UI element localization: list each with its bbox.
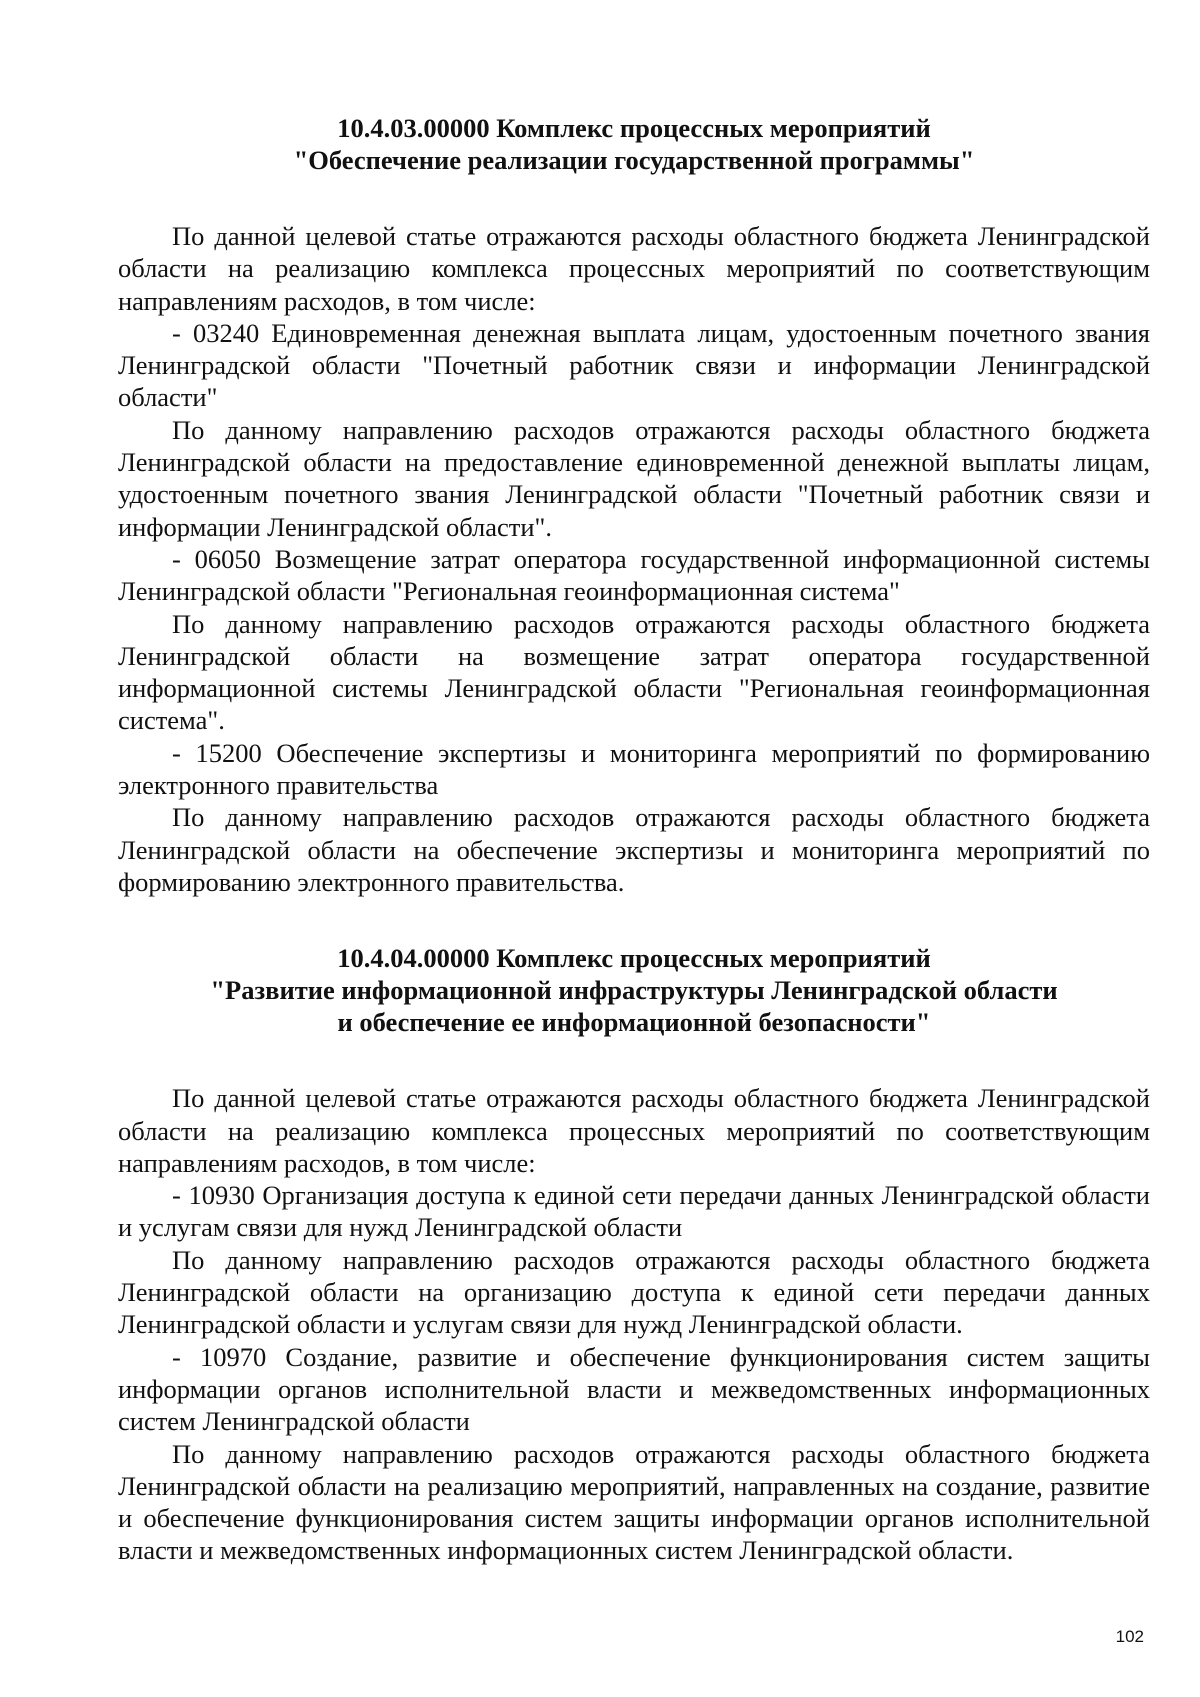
section-10-4-04 (118, 942, 1150, 1566)
heading-line: 10.4.04.00000 Комплекс процессных мероприятий (337, 943, 931, 974)
expense-item: - 15200 Обеспечение экспертизы и мониторинга мероприятий по формированию электронного правительства (118, 737, 1150, 801)
expense-item: - 10930 Организация доступа к единой сети передачи данных Ленинградской области и услугам связи для нужд Ленинградской области (118, 1180, 1150, 1243)
expense-item: - 06050 Возмещение затрат оператора государственной информационной системы Ленинградской области "Региональная геоинформационная система" (118, 543, 1150, 607)
expense-item: - 03240 Единовременная денежная выплата лицам, удостоенным почетного звания Ленинградской области "Почетный работник связи и информации Ленинградской области" (118, 317, 1150, 413)
section-heading (118, 942, 1150, 1038)
body-paragraph: По данному направлению расходов отражаются расходы областного бюджета Ленинградской области на реализацию мероприятий, направленных на создание, развитие и обеспечение функционирования систем защиты информации органов исполнительной власти и межведомственных информационных систем Ленинградской области. (118, 1438, 1150, 1566)
body-paragraph: По данному направлению расходов отражаются расходы областного бюджета Ленинградской области на организацию доступа к единой сети передачи данных Ленинградской области и услугам связи для нужд Ленинградской области. (118, 1244, 1150, 1340)
heading-line: и обеспечение ее информационной безопасности" (337, 1007, 931, 1038)
body-paragraph: По данной целевой статье отражаются расходы областного бюджета Ленинградской области на реализацию комплекса процессных мероприятий по соответствующим направлениям расходов, в том числе: (118, 1083, 1150, 1178)
heading-line: "Развитие информационной инфраструктуры Ленинградской области (210, 975, 1058, 1006)
body-paragraph: По данной целевой статье отражаются расходы областного бюджета Ленинградской области на реализацию комплекса процессных мероприятий по соответствующим направлениям расходов, в том числе: (118, 221, 1150, 316)
page-number: 102 (1115, 1627, 1144, 1646)
section-10-4-03 (118, 112, 1150, 898)
expense-item: - 10970 Создание, развитие и обеспечение функционирования систем защиты информации органов исполнительной власти и межведомственных информационных систем Ленинградской области (118, 1341, 1150, 1437)
body-paragraph: По данному направлению расходов отражаются расходы областного бюджета Ленинградской области на возмещение затрат оператора государственной информационной системы Ленинградской области "Региональная геоинформационная система". (118, 608, 1150, 736)
body-paragraph: По данному направлению расходов отражаются расходы областного бюджета Ленинградской области на обеспечение экспертизы и мониторинга мероприятий по формированию электронного правительства. (118, 802, 1150, 897)
heading-line: "Обеспечение реализации государственной программы" (293, 145, 975, 175)
body-paragraph: По данному направлению расходов отражаются расходы областного бюджета Ленинградской области на предоставление единовременной денежной выплаты лицам, удостоенным почетного звания Ленинградской области "Почетный работник связи и информации Ленинградской области". (118, 414, 1150, 542)
section-heading (118, 112, 1150, 176)
heading-line: 10.4.03.00000 Комплекс процессных мероприятий (337, 113, 931, 143)
document-page (118, 112, 1150, 1567)
